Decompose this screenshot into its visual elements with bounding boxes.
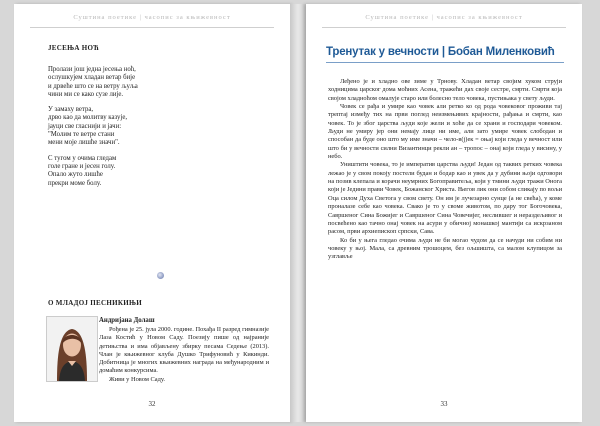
poem-line: У замаху ветра, [48, 106, 94, 114]
page-number-right: 33 [440, 400, 448, 408]
article-paragraph: Ко би у њега гледао очима људи не би могао чудом да се начуди ни собим ни човеку у њој. Мала, са древним трошоцем, без ољшишта, са малом клупицом за узглавље [328, 236, 562, 261]
poem-stanza-1 [48, 66, 268, 99]
poem-line: голе гране и јесен голу. [48, 162, 116, 170]
author-photo [46, 316, 98, 382]
poem-line: и дрвеће што се на ветру љуља [48, 82, 138, 90]
poem-line: мени моје лишће значи". [48, 139, 120, 147]
running-head-left: Суштина поетике | часопис за књижевност [73, 14, 231, 21]
portrait-icon [47, 317, 97, 381]
title-underline [326, 62, 564, 63]
left-page [14, 4, 290, 422]
book-spine [290, 4, 306, 422]
article-paragraph: Леђено је и хладно ове зиме у Трнову. Хладан ветар својим хуком струји ходницима царског дома моћних Асена, тражећи дах своје сестре, смрти. Смрти која својом хладноћом омалује старо или болесно тело човека, пустињака у свету људи. [328, 78, 562, 102]
poem-text [48, 66, 268, 195]
author-bio [99, 326, 269, 384]
poem-line: ослушкујем хладан ветар бије [48, 74, 136, 82]
ornament-dot-icon [157, 272, 164, 279]
poem-line: "Молим те ветре стани [48, 131, 115, 139]
poem-line: чини ми се како сузе лије. [48, 90, 124, 98]
poem-line: прекри моме болу. [48, 179, 102, 187]
poem-line: дрво као да молитву казује, [48, 114, 128, 122]
author-name: Андријана Долаш [99, 317, 155, 324]
header-divider-right [322, 27, 566, 28]
right-page [306, 4, 582, 422]
poem-line: јауци све гласнији и јачи: [48, 122, 122, 130]
article-paragraph: Уништити човека, то је императив царства људи! Један од таквих ретких човека лежао је у свом покоју постели будан и бодар као и увек да у дубини њоји одговори на позив клепала и корачи неумрних Богоправитеља, који у тмини људи тражи Онога који је Једини прави Човек, Божанског Христа. Његов лик они собом сликају по вољи Оца силом Духа Светога у свом свету. Он им је лучезарно сунце (а не свећа), у коме проналазе себе као човека. Свако је то у своме животом, по дару тог Богочовека, Савршеног Сина Божијег и Савршеног Сина Човечијег, неслившег и нераздељивог и посвећено као тачно онај човек на асури у обичној монашкој мантији са искрзаном расом, први архиепископ српски, Сава. [328, 161, 562, 236]
page-number-left: 32 [148, 400, 156, 408]
poem-line: С тугом у очима гледам [48, 154, 117, 162]
header-divider-left [30, 27, 274, 28]
running-head-right: Суштина поетике | часопис за књижевност [365, 14, 523, 21]
article-title: Тренутак у вечности | Бобан Миленковић [326, 46, 555, 58]
poem-line: Опало жуто лишће [48, 171, 103, 179]
poem-line: Пролази још једна јесења ноћ, [48, 66, 136, 73]
article-body [328, 78, 562, 262]
bio-paragraph: Живи у Новом Саду. [109, 375, 165, 383]
poem-title: ЈЕСЕЊА НОЋ [48, 44, 100, 52]
bio-paragraph: Рођена је 25. јула 2000. године. Похађа II разред гимназије Лаза Костић у Новом Саду. Поезију пише од најраније детињства и има објављену збирку песама Седење (2013). Члан је књижевног клуба Душко Трифуновић у Кикинди. Добитница је многих књижевних награда на међународним и домаћим конкурсима. [99, 326, 269, 375]
section-title: О МЛАДОЈ ПЕСНИКИЊИ [48, 299, 143, 307]
poem-stanza-2 [48, 106, 268, 147]
article-paragraph: Човек се рађа и умире као човек али ретко ко од рода човековог проживи тај трептај између тих на први поглед неизмењивих крајности, рађања и смрти, као човек. То је због царства људи које жели и хоће да се храни и господари човеком. Људи не умиру јер они немају лице ни име, али зато умире човек слободан и способан да буде оно што му име значи – чело-в(ј)ек = оњај који гледа у вечност или што би у вечности силни Византинци рекли ан – тропос – онај који гледа у висину, у небо. [328, 103, 562, 161]
poem-stanza-3 [48, 155, 268, 188]
